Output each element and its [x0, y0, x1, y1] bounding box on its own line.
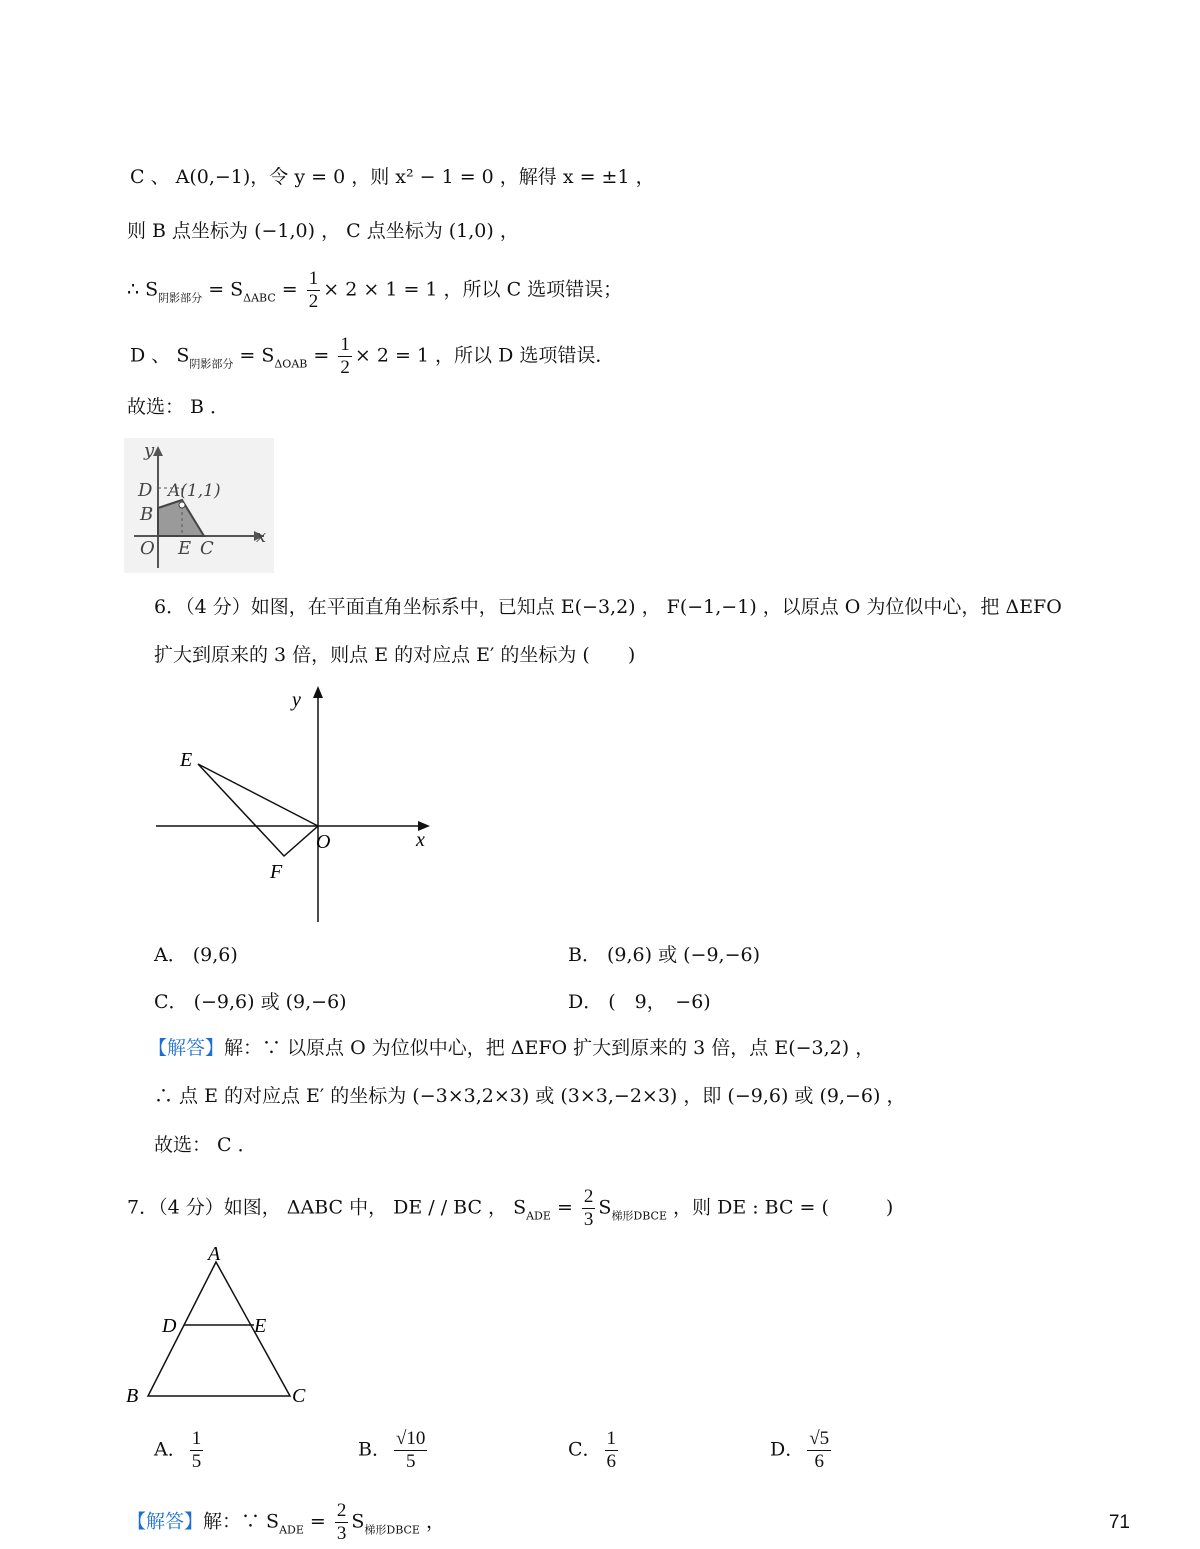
fig1-a-label: A(1,1)	[168, 481, 221, 501]
text: = S	[233, 344, 275, 367]
option-label: B．	[358, 1438, 391, 1461]
fig1-o-label: O	[140, 538, 155, 559]
text: 6．（4 分）如图，在平面直角坐标系中，已知点 E(−3,2) ， F(−1,−1) ，以原点 O 为位似中心，把 ΔEFO	[154, 596, 1062, 618]
numerator: 1	[191, 1428, 202, 1449]
option-label: C．	[568, 1438, 602, 1461]
subscript: 梯形DBCE	[611, 1209, 667, 1223]
subscript: ΔABC	[243, 291, 276, 305]
text: =	[307, 344, 336, 367]
fig6-o-label: O	[316, 831, 331, 853]
numerator: 1	[340, 334, 350, 355]
fig6-f-label: F	[270, 861, 283, 883]
text: ，	[419, 1510, 446, 1533]
fig1-e-label: E	[178, 538, 192, 559]
text: S	[598, 1196, 612, 1219]
text: 则 B 点坐标为 (−1,0) ， C 点坐标为 (1,0) ，	[127, 220, 519, 242]
fig6-y-label: y	[292, 689, 301, 711]
text: × 2 × 1 = 1 ，所以 C 选项错误；	[323, 278, 623, 301]
fig6-x-label: x	[416, 829, 425, 851]
question-6-stem-line1	[154, 594, 1062, 620]
question-6-stem-line2	[154, 642, 635, 668]
option-label: A．	[154, 1438, 187, 1461]
text: S	[351, 1510, 365, 1533]
subscript: ADE	[526, 1209, 551, 1223]
question-6-answer-line3	[154, 1132, 257, 1158]
fig1-d-label: D	[138, 480, 153, 501]
denominator: 2	[308, 291, 319, 312]
text: ∴ S	[127, 278, 159, 301]
question-7-stem	[127, 1186, 893, 1231]
fig1-b-label: B	[140, 504, 154, 525]
text: 故选： B ．	[127, 396, 230, 418]
question-7-answer-line1	[127, 1500, 445, 1545]
denominator: 6	[814, 1451, 824, 1472]
text: C 、 A(0,−1)，令 y = 0 ，则 x² − 1 = 0 ，解得 x = ±1 ，	[130, 166, 655, 188]
answer-tag: 【解答】	[127, 1510, 204, 1533]
text: 7．（4 分）如图， ΔABC 中， DE / / BC ， S	[127, 1196, 527, 1219]
question-6-option-b	[568, 942, 760, 968]
shaded-area-figure	[124, 438, 274, 573]
fraction	[605, 1428, 619, 1473]
area-c-line	[127, 268, 622, 313]
fraction	[338, 334, 352, 379]
numerator: √10	[395, 1428, 426, 1449]
subscript: 阴影部分	[189, 357, 234, 371]
question-6-figure	[150, 680, 450, 925]
text: C． (−9,6) 或 (9,−6)	[154, 991, 347, 1013]
fig1-c-label: C	[200, 538, 214, 559]
text: ，则 DE : BC = ( )	[667, 1196, 894, 1219]
numerator: 1	[606, 1428, 617, 1449]
fig1-x-label: x	[256, 526, 267, 547]
question-7-option-a	[154, 1428, 206, 1473]
denominator: 6	[606, 1451, 617, 1472]
subscript: 阴影部分	[158, 291, 203, 305]
question-7-option-b	[358, 1428, 430, 1473]
denominator: 3	[583, 1209, 594, 1230]
question-7-option-c	[568, 1428, 621, 1473]
option-label: D．	[770, 1438, 805, 1461]
option-c-solution-line	[130, 164, 655, 190]
fig7-e-label: E	[254, 1315, 267, 1337]
denominator: 2	[340, 357, 350, 378]
fraction	[807, 1428, 831, 1473]
text: =	[303, 1510, 332, 1533]
fig7-d-label: D	[162, 1315, 177, 1337]
fraction	[190, 1428, 204, 1473]
subscript: 梯形DBCE	[364, 1523, 420, 1537]
fraction	[307, 268, 321, 313]
text: =	[550, 1196, 579, 1219]
fraction	[394, 1428, 427, 1473]
answer-tag: 【解答】	[148, 1037, 225, 1059]
question-6-option-d	[568, 989, 711, 1015]
denominator: 5	[191, 1451, 202, 1472]
text: D 、 S	[130, 344, 190, 367]
text: A． (9,6)	[154, 944, 238, 966]
question-6-option-a	[154, 942, 238, 968]
denominator: 3	[336, 1523, 347, 1544]
text: =	[275, 278, 304, 301]
text: × 2 = 1 ，所以 D 选项错误．	[354, 344, 615, 367]
question-6-answer-line1	[148, 1035, 874, 1061]
text: D． ( 9， −6)	[568, 991, 711, 1013]
subscript: ΔOAB	[274, 357, 308, 371]
fraction	[335, 1500, 349, 1545]
area-d-line	[130, 334, 614, 379]
answer-choice-b-line	[127, 394, 229, 420]
question-6-answer-line2	[154, 1083, 905, 1109]
numerator: 2	[336, 1500, 347, 1521]
text: 解：∵ 以原点 O 为位似中心，把 ΔEFO 扩大到原来的 3 倍，点 E(−3,2) ，	[224, 1037, 875, 1059]
fraction	[582, 1186, 596, 1231]
question-7-figure	[122, 1240, 322, 1410]
text: 解：∵ S	[203, 1510, 280, 1533]
denominator: 5	[405, 1451, 416, 1472]
fig7-a-label: A	[208, 1243, 221, 1265]
numerator: √5	[809, 1428, 830, 1449]
question-6-option-c	[154, 989, 347, 1015]
numerator: 2	[583, 1186, 594, 1207]
text: = S	[202, 278, 244, 301]
subscript: ADE	[279, 1523, 304, 1537]
question-7-option-d	[770, 1428, 834, 1473]
numerator: 1	[308, 268, 319, 289]
text: 故选： C ．	[154, 1134, 257, 1156]
text: ∴ 点 E 的对应点 E′ 的坐标为 (−3×3,2×3) 或 (3×3,−2×3) ，即 (−9,6) 或 (9,−6) ，	[154, 1085, 906, 1107]
fig7-c-label: C	[292, 1385, 306, 1407]
page-number: 71	[1108, 1512, 1130, 1533]
text: 扩大到原来的 3 倍，则点 E 的对应点 E′ 的坐标为 ( )	[154, 644, 636, 666]
point-coordinates-line	[127, 218, 519, 244]
text: B． (9,6) 或 (−9,−6)	[568, 944, 761, 966]
fig6-e-label: E	[180, 749, 193, 771]
fig7-b-label: B	[126, 1385, 139, 1407]
fig1-y-label: y	[144, 440, 155, 461]
